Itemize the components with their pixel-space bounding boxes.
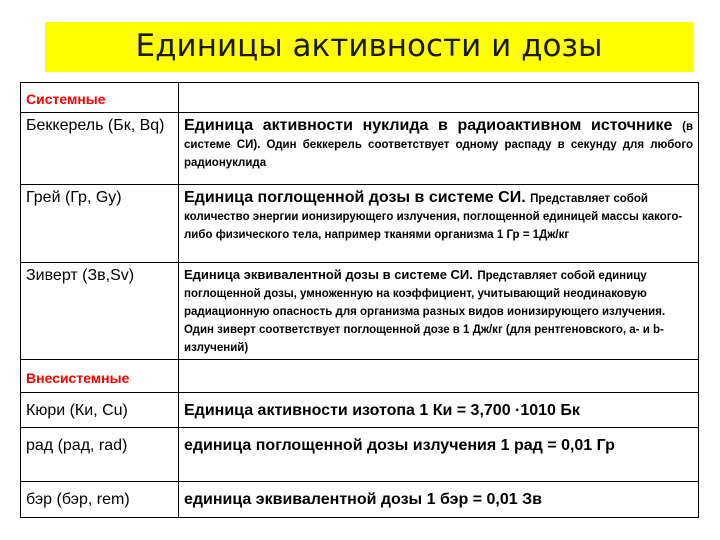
unit-name: бэр (бэр, rem): [26, 491, 130, 508]
table-row: [21, 428, 699, 482]
unit-desc-cell: [179, 185, 699, 263]
section-header-cell: [21, 360, 179, 393]
empty-cell: [179, 83, 699, 113]
unit-name-cell: [21, 393, 179, 428]
unit-name-cell: [21, 113, 179, 185]
unit-name-cell: [21, 428, 179, 482]
unit-desc-cell: [179, 482, 699, 518]
table-row: [21, 263, 699, 360]
empty-cell: [179, 360, 699, 393]
page-title: Единицы активности и дозы: [135, 28, 603, 64]
unit-detail: Представляет собой единицу поглощенной дозы, умноженную на коэффициент, учитывающий неодинаковую радиационную опасность для организма разных видов ионизирующего излучения. Один зиверт соответствует поглощенной дозе в 1 Дж/кг (для рентгеновского, a- и b-излучений): [184, 270, 666, 354]
unit-name: рад (рад, rad): [26, 437, 128, 454]
unit-lead: Единица активности нуклида в радиоактивном источнике: [184, 117, 673, 134]
section-header-systemic: Системные: [26, 91, 106, 107]
unit-detail: (в системе СИ). Один беккерель соответствует одному распаду в секунду для любого радионуклида: [184, 121, 694, 169]
unit-name: Зиверт (Зв,Sv): [26, 267, 135, 284]
unit-desc-cell: [179, 428, 699, 482]
unit-text: Единица активности изотопа 1 Ки = 3,700 ·1010 Бк: [184, 402, 580, 419]
title-banner: [45, 22, 693, 72]
table-row: [21, 393, 699, 428]
units-table: [20, 82, 699, 518]
unit-lead: Единица поглощенной дозы в системе СИ.: [184, 189, 526, 206]
table-row: [21, 113, 699, 185]
unit-name: Грей (Гр, Gy): [26, 189, 122, 206]
unit-name-cell: [21, 185, 179, 263]
unit-name: Кюри (Ки, Cu): [26, 402, 128, 419]
unit-desc-cell: [179, 393, 699, 428]
unit-name-cell: [21, 263, 179, 360]
unit-detail: Представляет собой количество энергии ионизирующего излучения, поглощенной единицей массы какого-либо физического тела, например тканями организма 1 Гр = 1Дж/кг: [184, 193, 683, 241]
section-header-row: [21, 83, 699, 113]
unit-desc-cell: [179, 263, 699, 360]
unit-lead: Единица эквивалентной дозы в системе СИ.: [184, 267, 473, 282]
section-header-row: [21, 360, 699, 393]
table-row: [21, 482, 699, 518]
section-header-non-systemic: Внесистемные: [26, 370, 130, 386]
unit-name: Беккерель (Бк, Bq): [26, 117, 165, 134]
unit-text: единица эквивалентной дозы 1 бэр = 0,01 Зв: [184, 491, 542, 508]
section-header-cell: [21, 83, 179, 113]
table-row: [21, 185, 699, 263]
unit-text: единица поглощенной дозы излучения 1 рад = 0,01 Гр: [184, 437, 615, 454]
unit-name-cell: [21, 482, 179, 518]
unit-desc-cell: [179, 113, 699, 185]
